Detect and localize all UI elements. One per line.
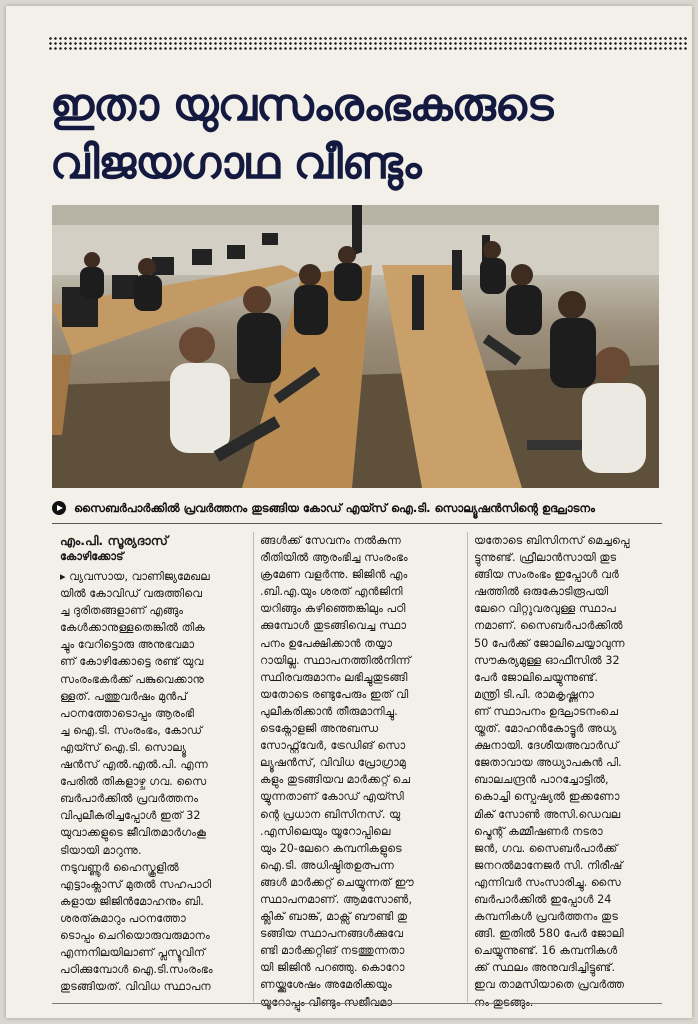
bottom-rule <box>52 1003 662 1004</box>
photo-caption-text: സൈബർപാർക്കിൽ പ്രവർത്തനം തുടങ്ങിയ കോഡ് എയ്സ് ഐ.ടി. സൊല്യൂഷൻസിന്റെ ഉദ്ഘാടനം <box>74 500 595 515</box>
play-bullet-icon <box>52 501 66 515</box>
column-3-paragraph-2: മന്ത്രി ടി.പി. രാമകൃഷ്ണനാ ണ് സ്ഥാപനം ഉദ്ഘാടനംചെ യ്തത്. മോഹൻകോട്ടൂർ അധ്യ ക്ഷനായി. ദേശീയഅവാർഡ് ജേതാവായ അധ്യാപകൻ പി. ബാലചന്ദ്രൻ പാറച്ചോട്ടിൽ, കൊച്ചി സ്പെഷ്യൽ ഇക്കണോ മിക് സോൺ അസി.ഡെവല പ്മെന്റ് കമ്മീഷണർ നടരാ ജൻ, ഗവ. സൈബർപാർക്ക് ജനറൽമാനേജർ സി. നിരീഷ് എന്നിവർ സംസാരിച്ചു. സൈ ബർപാർക്കിൽ ഇപ്പോൾ 24 കമ്പനികൾ പ്രവർത്തനം തുട ങ്ങി. ഇതിൽ 580 പേർ ജോലി ചെയ്യുന്നുണ്ട്. 16 കമ്പനികൾ ക്ക് സ്ഥലം അനുവദിച്ചിട്ടുണ്ട്. ഇവ താമസിയാതെ പ്രവർത്ത <box>474 687 625 992</box>
column-divider-1 <box>253 532 254 1002</box>
column-1-paragraph-2: നടുവണ്ണൂർ ഹൈസ്കൂളിൽ എട്ടാംക്ലാസ് മുതൽ സഹപാഠി കളായ ജിജിൻമോഹനും ബി. ശരത്കുമാറും പഠനത്തോ ടൊപ്പം ചെറിയൊരുവരുമാനം എന്നനിലയിലാണ് പ്ലസ്ടുവിന് പഠിക്കുമ്പോൾ ഐ.ടി.സംരംഭം തുടങ്ങിയത്. വിവിധ സ്ഥാപന <box>60 860 213 994</box>
photo-caption <box>52 496 672 520</box>
column-2-paragraph-1: ങ്ങൾക്ക് സേവനം നൽകുന്ന രീതിയിൽ ആരംഭിച്ച സംരംഭം ക്രമേണ വളർന്നു. ജിജിൻ എം .ബി.എ.യും ശരത് എൻജിനി യറിങ്ങും കഴിഞ്ഞെങ്കിലും പഠി ക്കുമ്പോൾ തുടങ്ങിവെച്ച സ്ഥാ പനം ഉപേക്ഷിക്കാൻ തയ്യാ റായില്ല. സ്ഥാപനത്തിൽനിന്ന് സ്ഥിരവരുമാനം ലഭിച്ചുതുടങ്ങി യതോടെ രണ്ടുപേരും ഇത് വി പുലീകരിക്കാൻ തീരുമാനിച്ചു. <box>260 534 411 718</box>
author-name: എം.പി. സൂര്യദാസ് <box>60 533 168 548</box>
dotted-divider <box>48 36 688 50</box>
article-column-3 <box>474 532 674 1011</box>
column-3-paragraph-1: യതോടെ ബിസിനസ് മെച്ചപ്പെ ട്ടുന്നുണ്ട്. ഫ്രീലാൻസായി തുട ങ്ങിയ സംരംഭം ഇപ്പോൾ വർ ഷത്തിൽ ഒരുകോടിരൂപയി ലേറെ വിറ്റുവരവുള്ള സ്ഥാപ നമാണ്. സൈബർപാർക്കിൽ 50 പേർക്ക് ജോലിചെയ്യാവുന്ന സൗകര്യമുള്ള ഓഫീസിൽ 32 പേർ ജോലിചെയ്യുന്നുണ്ട്. <box>474 534 630 684</box>
headline-line-2: വിജയഗാഥ വീണ്ടും <box>50 136 421 189</box>
news-photo <box>52 205 659 488</box>
caption-rule <box>52 523 662 524</box>
office-scene-illustration <box>52 205 659 488</box>
article-column-1 <box>60 532 246 995</box>
column-divider-2 <box>467 532 468 1002</box>
article-column-2 <box>260 532 462 1011</box>
headline-line-1: ഇതാ യുവസംരംഭകരുടെ <box>50 78 553 131</box>
headline <box>50 76 670 192</box>
column-2-paragraph-2: ടെക്നോളജി അനുബന്ധ സോഫ്റ്റ്‌വേർ, ട്രേഡിങ് സൊ ല്യൂഷൻസ്, വിവിധ പ്രോഗ്രാമു കളും തുടങ്ങിയവ മാർക്കറ്റ് ചെ യ്യുന്നതാണ് കോഡ് എയ്സി ന്റെ പ്രധാന ബിസിനസ്. യു .എസിലെയും യൂറോപ്പിലെ യും 20-ലേറെ കമ്പനികളുടെ ഐ.ടി. അധിഷ്ഠിതഉത്പന്ന ങ്ങൾ മാർക്കറ്റ് ചെയ്യുന്നത് ഈ സ്ഥാപനമാണ്. ആമസോൺ, ക്ലിക് ബാങ്ക്, മാക്സ് ബൗണ്ടി തു ടങ്ങിയ സ്ഥാപനങ്ങൾക്കുവേ ണ്ടി മാർക്കറ്റിങ് നടത്തുന്നതാ യി ജിജിൻ പറഞ്ഞു. കൊറോ ണയ്ക്കുശേഷം അമേരിക്കയും <box>260 722 415 992</box>
dateline-place: കോഴിക്കോട് <box>60 550 124 563</box>
column-1-paragraph-1: ▸ വ്യവസായ, വാണിജ്യമേഖല യിൽ കോവിഡ് വരുത്തിവെ ച്ച ദുരിതങ്ങളാണ് എങ്ങും കേൾക്കാനുള്ളതെങ്കിൽ തിക ച്ചും വേറിട്ടൊരു അനുഭവമാ ണ് കോഴിക്കോട്ടെ രണ്ട് യുവ സംരംഭകർക്ക് പങ്കുവെക്കാനു ള്ളത്. പത്തുവർഷം മുൻപ് പഠനത്തോടൊപ്പം ആരംഭി ച്ച ഐ.ടി. സംരംഭം, കോഡ് എയ്സ് ഐ.ടി. സൊല്യൂ ഷൻസ് എൽ.എൽ.പി. എന്ന പേരിൽ തികളാഴ്ച ഗവ. സൈ ബർപാർക്കിൽ പ്രവർത്തനം വിപുലീകരിച്ചപ്പോൾ ഇത് 32 യുവാക്കളുടെ ജീവിതമാർഗംകൂ ടിയായി മാറുന്നു. <box>60 570 210 857</box>
